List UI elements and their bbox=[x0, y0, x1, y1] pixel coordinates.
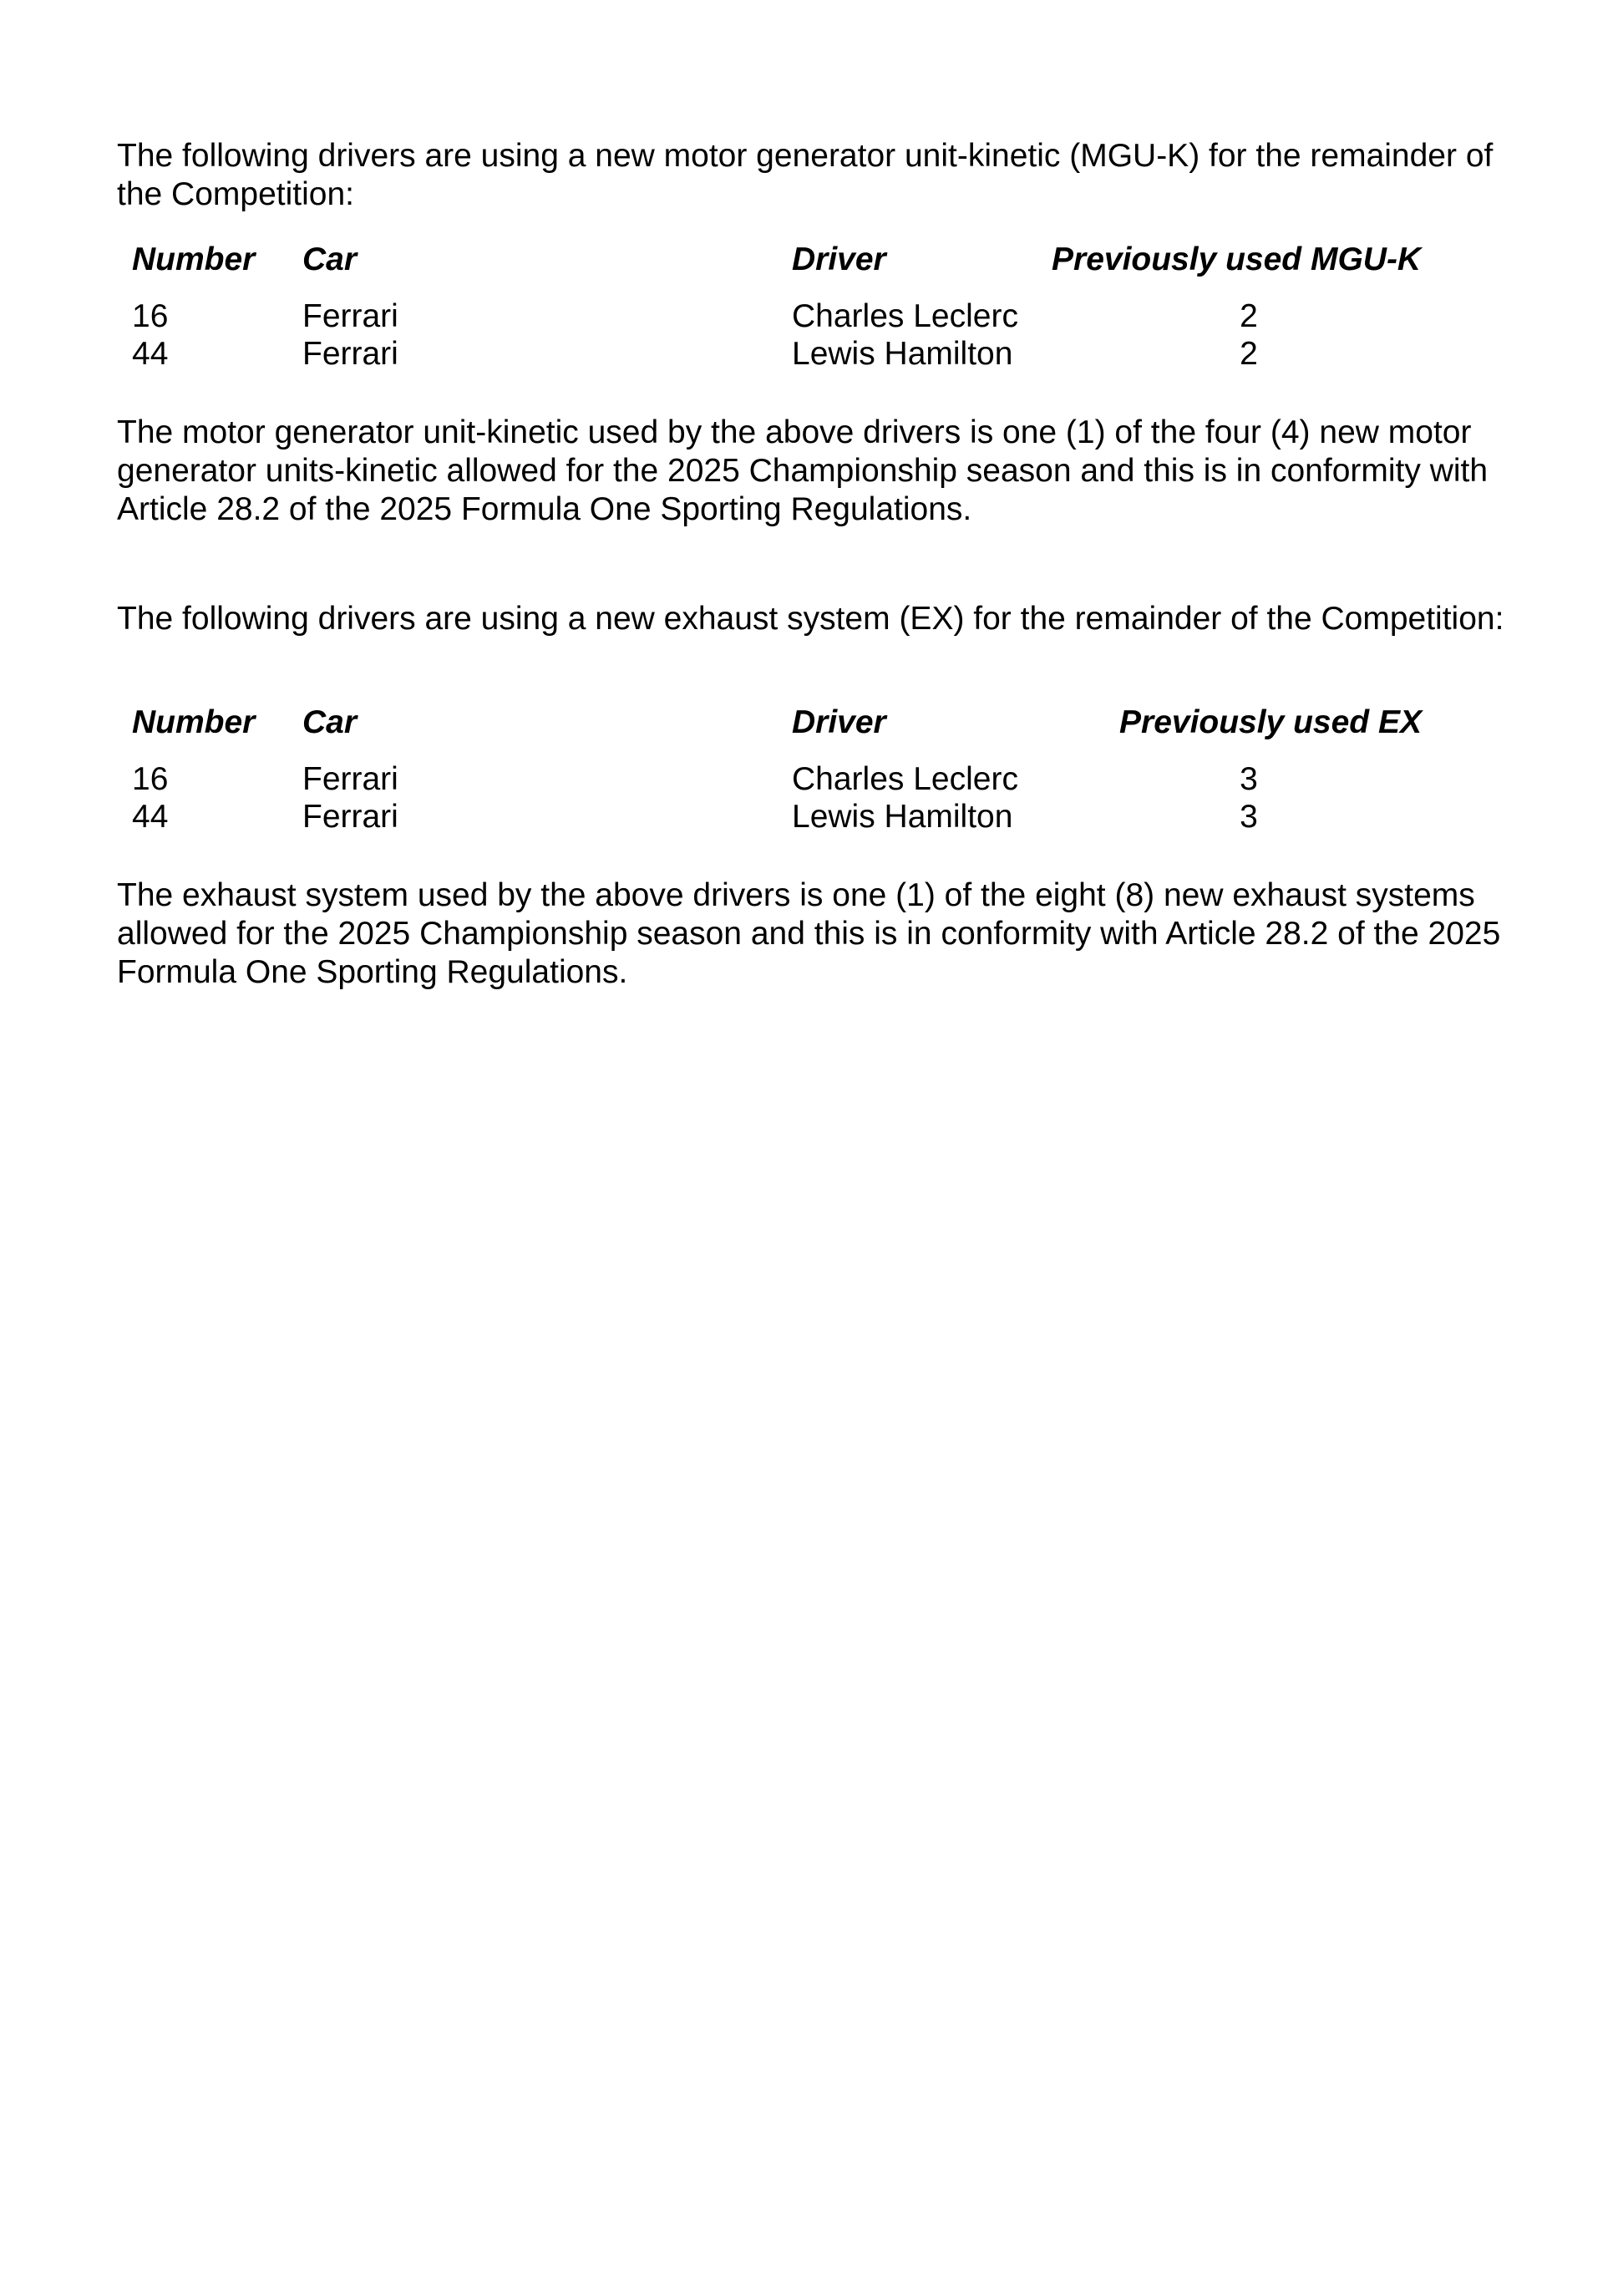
ex-intro-paragraph: The following drivers are using a new exhaust system (EX) for the remainder of the Competition: bbox=[117, 601, 1504, 637]
mguk-intro-line-1: The following drivers are using a new motor generator unit-kinetic (MGU-K) for the remainder of bbox=[117, 138, 1494, 174]
mguk-row-1-previous: 2 bbox=[1240, 298, 1258, 334]
mguk-row-1-car: Ferrari bbox=[302, 298, 398, 334]
mguk-header-driver: Driver bbox=[792, 241, 886, 277]
mguk-row-2-number: 44 bbox=[132, 336, 169, 372]
ex-row-2-driver: Lewis Hamilton bbox=[792, 799, 1013, 835]
mguk-row-1-number: 16 bbox=[132, 298, 169, 334]
ex-row-2-previous: 3 bbox=[1240, 799, 1258, 835]
ex-row-1-previous: 3 bbox=[1240, 761, 1258, 797]
mguk-table bbox=[117, 241, 1453, 408]
ex-header-previous: Previously used EX bbox=[1119, 704, 1422, 740]
mguk-header-number: Number bbox=[132, 241, 256, 277]
mguk-intro-paragraph bbox=[117, 137, 1520, 214]
ex-header-driver: Driver bbox=[792, 704, 886, 740]
ex-row-2-number: 44 bbox=[132, 799, 169, 835]
ex-row-2-car: Ferrari bbox=[302, 799, 398, 835]
ex-table bbox=[117, 704, 1453, 871]
ex-header-number: Number bbox=[132, 704, 256, 740]
mguk-row-2-driver: Lewis Hamilton bbox=[792, 336, 1013, 372]
mguk-note-paragraph: The motor generator unit-kinetic used by the above drivers is one (1) of the four (4) new motor generator units-kinetic allowed for the 2025 Championship season and this is in conformity with Article 28.2 of the 2025 Formula One Sporting Regulations. bbox=[117, 414, 1489, 527]
mguk-header-previous: Previously used MGU-K bbox=[1052, 241, 1422, 277]
mguk-row-2-previous: 2 bbox=[1240, 336, 1258, 372]
ex-row-1-number: 16 bbox=[132, 761, 169, 797]
ex-note-paragraph: The exhaust system used by the above drivers is one (1) of the eight (8) new exhaust systems allowed for the 2025 Championship season and this is in conformity with Article 28.2 of the 2025 Formula One Sporting Regulations. bbox=[117, 877, 1501, 990]
mguk-row-2-car: Ferrari bbox=[302, 336, 398, 372]
ex-row-1-car: Ferrari bbox=[302, 761, 398, 797]
ex-header-car: Car bbox=[302, 704, 358, 740]
mguk-row-1-driver: Charles Leclerc bbox=[792, 298, 1018, 334]
mguk-intro-line-2: the Competition: bbox=[117, 176, 354, 212]
ex-row-1-driver: Charles Leclerc bbox=[792, 761, 1018, 797]
mguk-header-car: Car bbox=[302, 241, 358, 277]
